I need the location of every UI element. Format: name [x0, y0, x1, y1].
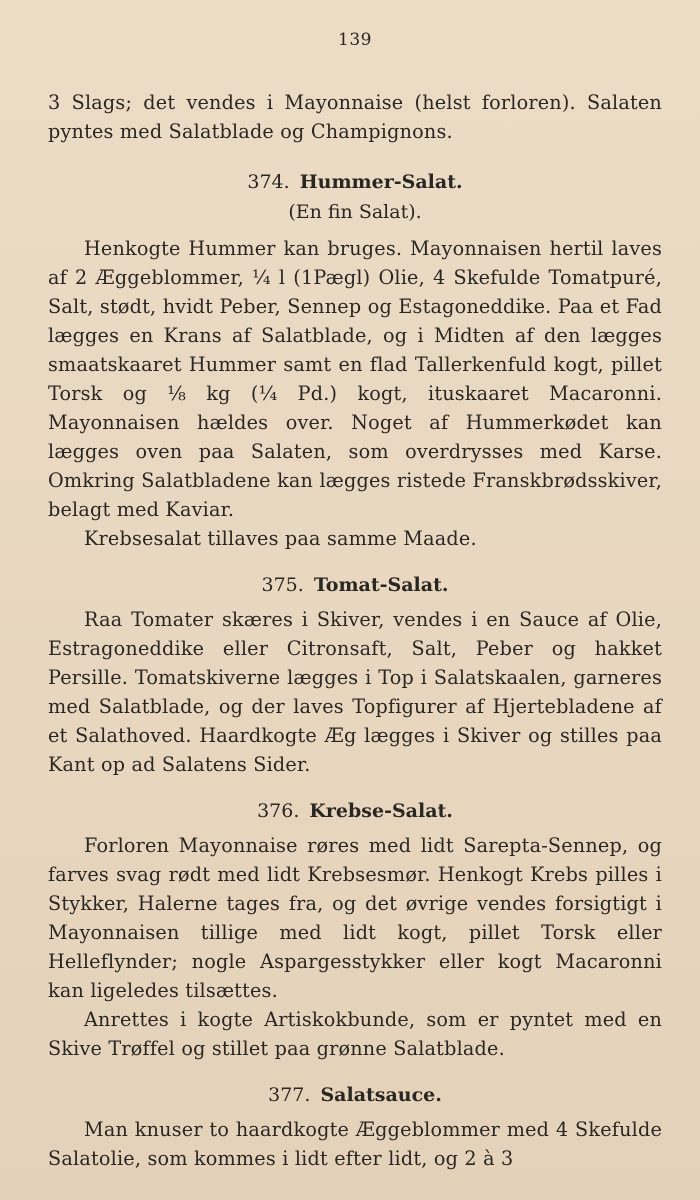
recipe-374: [48, 168, 662, 553]
recipe-heading: [48, 168, 662, 196]
recipe-heading: [48, 1081, 662, 1109]
recipe-number: 374.: [247, 171, 290, 193]
recipe-title: Salatsauce.: [320, 1084, 442, 1106]
recipe-number: 377.: [268, 1084, 311, 1106]
recipe-paragraph: Man knuser to haardkogte Æggeblommer med 4 Skefulde Salatolie, som kommes i lidt efter lidt, og 2 à 3: [48, 1118, 662, 1170]
recipe-heading: [48, 797, 662, 825]
recipe-paragraph: Forloren Mayonnaise røres med lidt Sarepta-Sennep, og farves svag rødt med lidt Krebsesmør. Henkogt Krebs pilles i Stykker, Halerne tages fra, og det øvrige vendes forsigtigt i Mayonnaisen tillige med lidt kogt, pillet Torsk eller Helleflynder; nogle Aspargesstykker eller kogt Macaronni kan ligeledes tilsættes.: [48, 834, 662, 1002]
recipe-number: 375.: [261, 574, 304, 596]
recipe-paragraph: Henkogte Hummer kan bruges. Mayonnaisen hertil laves af 2 Æggeblommer, ¼ l (1Pægl) Olie, 4 Skefulde Tomatpuré, Salt, stødt, hvidt Peber, Sennep og Estagoneddike. Paa et Fad lægges en Krans af Salatblade, og i Midten af den lægges smaatskaaret Hummer samt en flad Tallerkenfuld kogt, pillet Torsk og ⅛ kg (¼ Pd.) kogt, ituskaaret Macaronni. Mayonnaisen hældes over. Noget af Hummerkødet kan lægges oven paa Salaten, som overdrysses med Karse. Omkring Salatbladene kan lægges ristede Franskbrødsskiver, belagt med Kaviar.: [48, 237, 662, 521]
recipe-title: Tomat-Salat.: [313, 574, 449, 596]
recipe-377: [48, 1081, 662, 1173]
recipe-heading: [48, 571, 662, 599]
page-number: 139: [338, 30, 372, 50]
recipe-376: [48, 797, 662, 1063]
recipe-title: Krebse-Salat.: [309, 800, 453, 822]
recipe-375: [48, 571, 662, 779]
recipe-title: Hummer-Salat.: [299, 171, 463, 193]
recipe-paragraph: Anrettes i kogte Artiskokbunde, som er pyntet med en Skive Trøffel og stillet paa grønne Salatblade.: [48, 1008, 662, 1060]
intro-paragraph: 3 Slags; det vendes i Mayonnaise (helst forloren). Salaten pyntes med Salatblade og Champignons.: [48, 91, 662, 143]
recipe-paragraph: Krebsesalat tillaves paa samme Maade.: [84, 527, 477, 550]
recipe-number: 376.: [257, 800, 300, 822]
recipe-paragraph: Raa Tomater skæres i Skiver, vendes i en Sauce af Olie, Estragoneddike eller Citronsaft, Salt, Peber og hakket Persille. Tomatskiverne lægges i Top i Salatskaalen, garneres med Salatblade, og der laves Topfigurer af Hjertebladene af et Salathoved. Haardkogte Æg lægges i Skiver og stilles paa Kant op ad Salatens Sider.: [48, 608, 662, 776]
recipe-subtitle: (En fin Salat).: [288, 201, 422, 223]
